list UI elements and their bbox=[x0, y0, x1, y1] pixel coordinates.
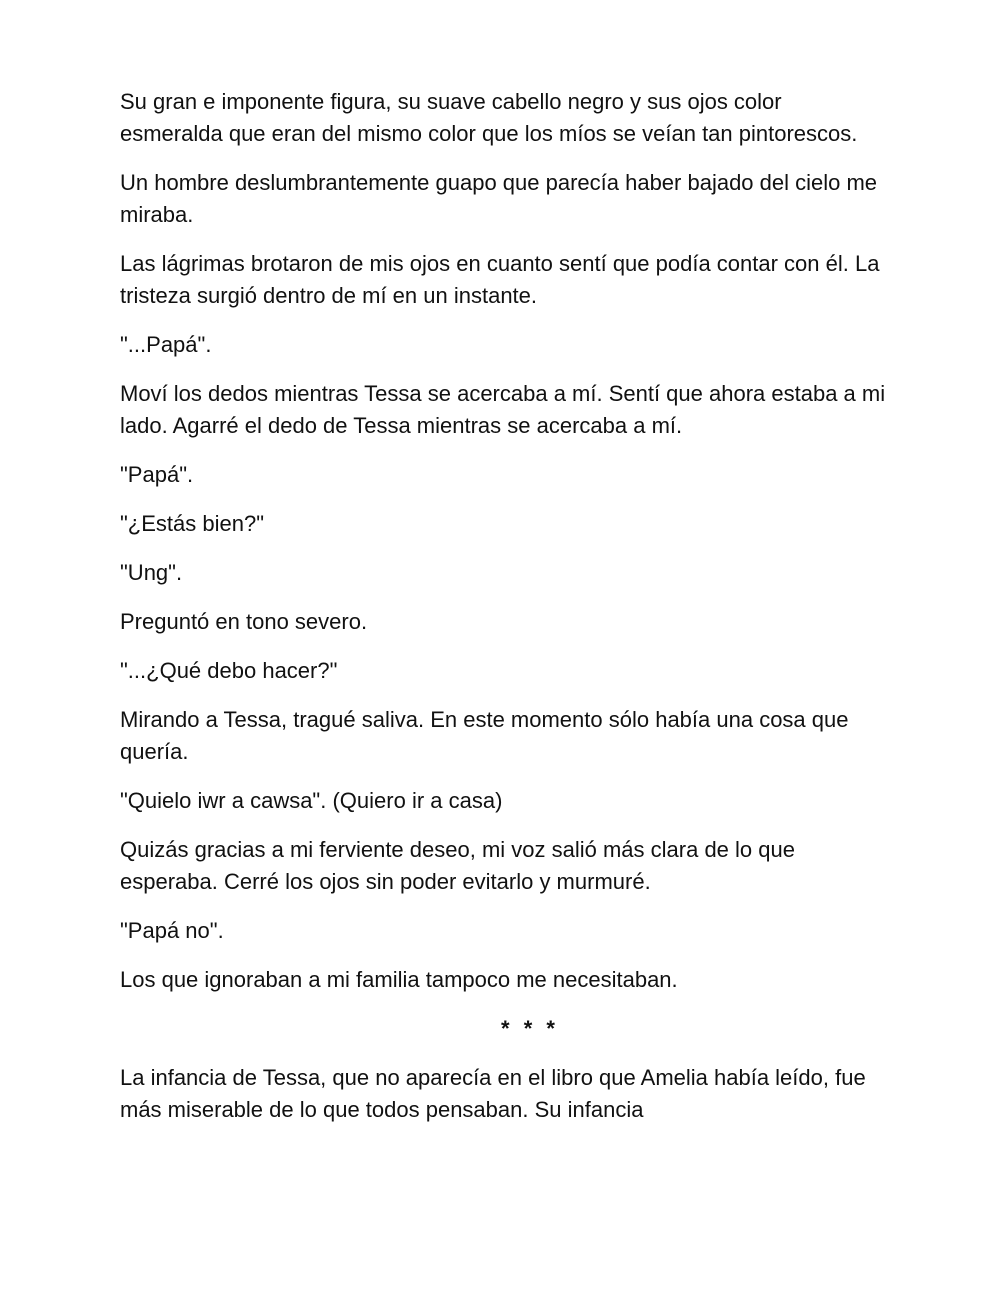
paragraph: "Ung". bbox=[120, 560, 183, 585]
paragraph: Las lágrimas brotaron de mis ojos en cuanto sentí que podía contar con él. La tristeza surgió dentro de mí en un instante. bbox=[120, 251, 880, 308]
paragraph: "Quielo iwr a cawsa". (Quiero ir a casa) bbox=[120, 788, 503, 813]
paragraph: Mirando a Tessa, tragué saliva. En este momento sólo había una cosa que quería. bbox=[120, 707, 849, 764]
paragraph: Los que ignoraban a mi familia tampoco me necesitaban. bbox=[120, 967, 678, 992]
paragraph: Su gran e imponente figura, su suave cabello negro y sus ojos color esmeralda que eran del mismo color que los míos se veían tan pintorescos. bbox=[120, 89, 858, 146]
paragraph: La infancia de Tessa, que no aparecía en el libro que Amelia había leído, fue más miserable de lo que todos pensaban. Su infancia bbox=[120, 1065, 866, 1122]
paragraph: "...Papá". bbox=[120, 332, 212, 357]
paragraph: "Papá no". bbox=[120, 918, 224, 943]
paragraph: Preguntó en tono severo. bbox=[120, 609, 368, 634]
paragraph: "¿Estás bien?" bbox=[120, 511, 265, 536]
section-separator: * * * bbox=[501, 1016, 559, 1041]
paragraph: "...¿Qué debo hacer?" bbox=[120, 658, 338, 683]
document-body bbox=[120, 86, 890, 1143]
paragraph: "Papá". bbox=[120, 462, 194, 487]
paragraph: Moví los dedos mientras Tessa se acercaba a mí. Sentí que ahora estaba a mi lado. Agarré el dedo de Tessa mientras se acercaba a mí. bbox=[120, 381, 886, 438]
paragraph: Quizás gracias a mi ferviente deseo, mi voz salió más clara de lo que esperaba. Cerré los ojos sin poder evitarlo y murmuré. bbox=[120, 837, 795, 894]
paragraph: Un hombre deslumbrantemente guapo que parecía haber bajado del cielo me miraba. bbox=[120, 170, 878, 227]
